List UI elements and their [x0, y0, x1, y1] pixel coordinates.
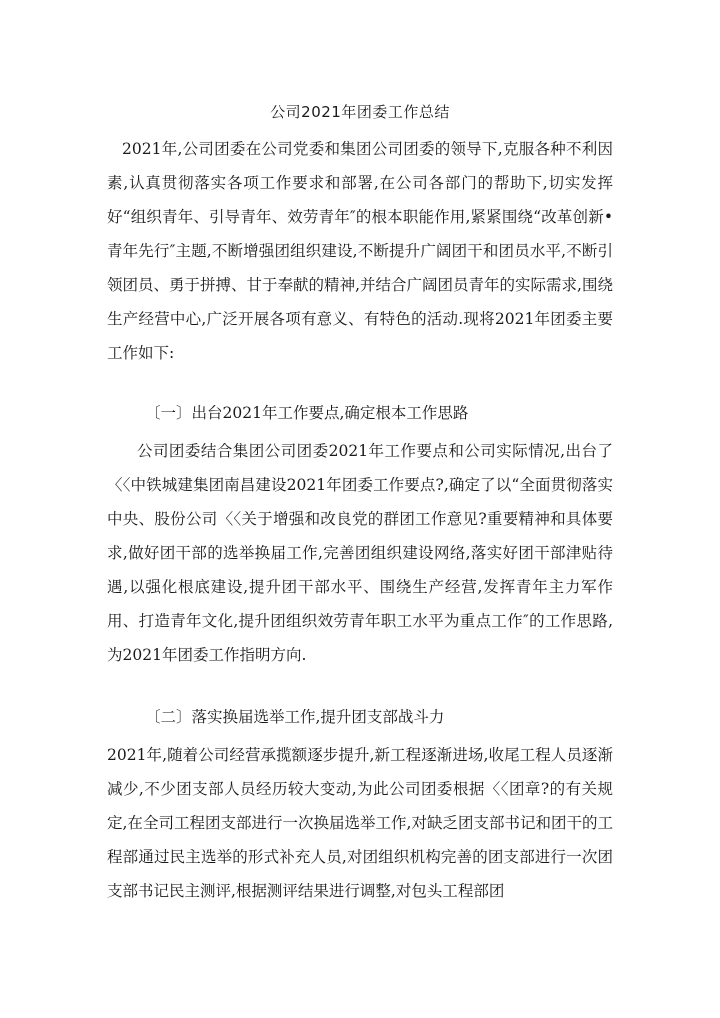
intro-paragraph: 2021年,公司团委在公司党委和集团公司团委的领导下,克服各种不利因素,认真贯彻落实各项工作要求和部署,在公司各部门的帮助下,切实发挥好“组织青年、引导青年、效劳青年″的根本职能作用,紧紧围绕“改革创新•青年先行″主题,不断增强团组织建设,不断提升广阔团干和团员水平,不断引领团员、勇于拼搏、甘于奉献的精神,并结合广阔团员青年的实际需求,围绕生产经营中心,广泛开展各项有意义、有特色的活动.现将2021年团委主要工作如下: [107, 140, 613, 362]
document-title: 公司2021年团委工作总结 [270, 103, 450, 121]
section-1-paragraph: 公司团委结合集团公司团委2021年工作要点和公司实际情况,出台了〈〈中铁城建集团南昌建设2021年团委工作要点?,确定了以“全面贯彻落实中央、股份公司〈〈关于增强和改良党的群团工作意见?重要精神和具体要求,做好团干部的选举换届工作,完善团组织建设网络,落实好团干部津贴待遇,以强化根底建设,提升团干部水平、围绕生产经营,发挥青年主力军作用、打造青年文化,提升团组织效劳青年职工水平为重点工作″的工作思路,为2021年团委工作指明方向. [107, 442, 613, 664]
section-2-heading: 〔二〕落实换届选举工作,提升团支部战斗力 [145, 708, 445, 726]
section-1-heading: 〔一〕出台2021年工作要点,确定根本工作思路 [145, 404, 469, 422]
section-2-paragraph: 2021年,随着公司经营承揽额逐步提升,新工程逐渐进场,收尾工程人员逐渐减少,不少团支部人员经历较大变动,为此公司团委根据〈〈团章?的有关规定,在全司工程团支部进行一次换届选举工作,对缺乏团支部书记和团干的工程部通过民主选举的形式补充人员,对团组织机构完善的团支部进行一次团支部书记民主测评,根据测评结果进行调整,对包头工程部团 [107, 746, 613, 900]
